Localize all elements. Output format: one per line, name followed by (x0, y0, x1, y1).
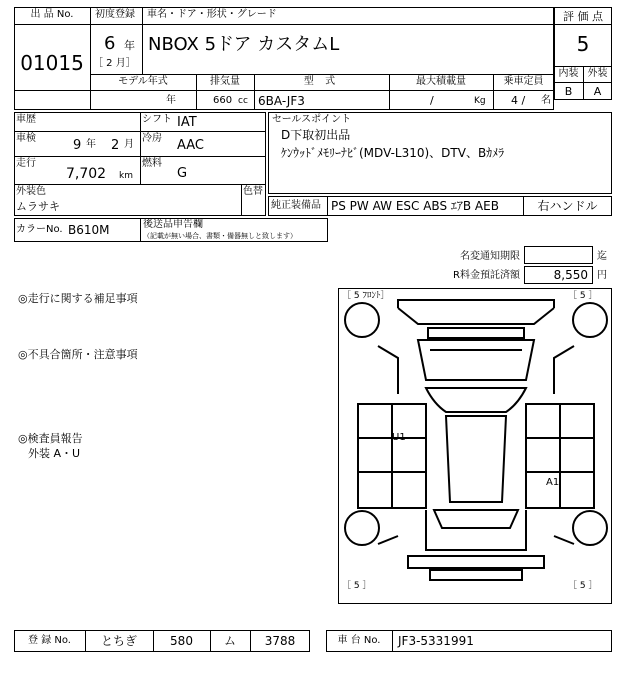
hood (418, 340, 534, 380)
interior-grade: B (564, 85, 573, 98)
car-diagram-drawing (338, 288, 612, 604)
score-value: 5 (576, 32, 590, 56)
fuel-label: 燃料 (142, 158, 162, 169)
chassis-label: 車 台 No. (337, 635, 381, 646)
tire-rear-right-label: ［ 5 ］ (568, 581, 598, 591)
reg-number: 3788 (264, 634, 296, 648)
color-change-label: 色替 (243, 186, 263, 197)
recycle-value: 8,550 (553, 268, 588, 282)
equipment-items: PS PW AW ESC ABS ｴｱB AEB (331, 199, 499, 213)
docs-note: （記載が無い場合、書類・備器無しと致します） (143, 232, 297, 240)
inspection-year: 9 (73, 138, 82, 153)
wheel-front-right (573, 303, 607, 337)
tire-front-right-label: ［ 5 ］ (568, 291, 598, 301)
exterior-grade: A (593, 85, 602, 98)
driving-notes-label: ◎走行に関する補足事項 (18, 292, 138, 305)
front-fender-right (554, 346, 574, 394)
mileage-value: 7,702 (66, 166, 107, 182)
aircon-label: 冷房 (142, 133, 162, 144)
reg-region: とちぎ (100, 634, 137, 648)
capacity-label: 乗車定員 (503, 76, 544, 87)
name-change-unit: 迄 (597, 251, 607, 262)
name-change-box (524, 246, 593, 264)
reg-no-label: 登 録 No. (28, 635, 71, 646)
reg-class: 580 (170, 634, 193, 648)
rear-bumper (408, 556, 544, 568)
tailgate (426, 510, 526, 550)
equipment-label: 純正装備品 (271, 200, 321, 211)
model-year-unit: 年 (166, 95, 176, 106)
interior-label: 内装 (558, 68, 579, 79)
inspection-year-unit: 年 (86, 139, 96, 150)
displacement-unit: cc (238, 96, 248, 106)
model-year-label: モデル年式 (118, 76, 168, 87)
lot-number: 01015 (20, 51, 84, 75)
inspection-month-unit: 月 (124, 139, 134, 150)
defects-label: ◎不具合箇所・注意事項 (18, 348, 138, 361)
sales-point-label: セールスポイント (272, 114, 352, 125)
color-no-value: B610M (68, 223, 110, 237)
front-fender-left (378, 346, 398, 394)
displacement-label: 排気量 (210, 76, 240, 87)
sales-point-line1: D下取初出品 (281, 128, 351, 142)
max-load-value: / (430, 94, 434, 107)
lot-label: 出 品 No. (30, 9, 74, 20)
capacity-unit: 名 (541, 95, 551, 106)
inspector-note: 外装 A・U (28, 447, 81, 460)
max-load-label: 最大積載量 (416, 76, 466, 87)
docs-label: 後送品申告欄 (143, 219, 203, 230)
fuel-value: G (177, 166, 188, 181)
recycle-label: R料金預託済額 (453, 270, 520, 281)
displacement-value: 660 (213, 95, 233, 106)
score-label: 評 価 点 (563, 10, 603, 23)
sales-point-line2: ｹﾝｳｯﾄﾞﾒﾓﾘｰﾅﾋﾞ(MDV-L310)、DTV、Bｶﾒﾗ (281, 146, 505, 160)
color-no-label: カラーNo. (16, 224, 63, 235)
inspector-label: ◎検査員報告 (18, 432, 83, 445)
shift-value: IAT (177, 115, 197, 130)
recycle-box (524, 266, 593, 284)
exterior-label: 外装 (587, 68, 608, 79)
tire-front-left-label: ［ 5 ﾌﾛﾝﾄ］ (342, 291, 390, 301)
first-reg-label: 初度登録 (95, 9, 135, 20)
wheel-rear-right (573, 511, 607, 545)
damage-mark-u1: U1 (392, 432, 406, 443)
car-name-label: 車名・ドア・形状・グレード (147, 9, 277, 20)
capacity-value: 4 / (511, 94, 526, 107)
type-label: 型 式 (303, 76, 340, 87)
wheel-rear-left (345, 511, 379, 545)
front-grille (428, 328, 524, 338)
chassis-number: JF3-5331991 (398, 634, 474, 648)
name-change-label: 名変通知期限 (460, 251, 520, 262)
damage-mark-a1: A1 (546, 477, 560, 488)
mileage-unit: km (119, 171, 133, 181)
inspection-label: 車検 (16, 133, 36, 144)
car-name: NBOX 5ドア カスタムL (148, 34, 340, 55)
rear-plate (430, 570, 522, 580)
history-label: 車歴 (16, 114, 36, 125)
mileage-label: 走行 (16, 158, 36, 169)
aircon-value: AAC (177, 138, 204, 153)
roof (446, 416, 506, 502)
steering-side: 右ハンドル (537, 199, 598, 213)
front-bumper (398, 300, 554, 324)
shift-label: シフト (142, 114, 172, 125)
recycle-unit: 円 (597, 270, 607, 281)
type-value: 6BA-JF3 (258, 94, 305, 108)
inspection-month: 2 (111, 138, 120, 153)
first-reg-month: ［ 2 月］ (93, 58, 136, 69)
ext-color-label: 外装色 (16, 186, 46, 197)
first-reg-year-unit: 年 (124, 39, 135, 52)
first-reg-year: 6 (104, 33, 116, 54)
ext-color-value: ムラサキ (16, 200, 60, 213)
rear-window (434, 510, 518, 528)
wheel-front-left (345, 303, 379, 337)
tire-rear-left-label: ［ 5 ］ (342, 581, 372, 591)
windshield (426, 388, 526, 412)
max-load-unit: Kg (474, 96, 486, 106)
reg-kana: ム (223, 634, 236, 648)
